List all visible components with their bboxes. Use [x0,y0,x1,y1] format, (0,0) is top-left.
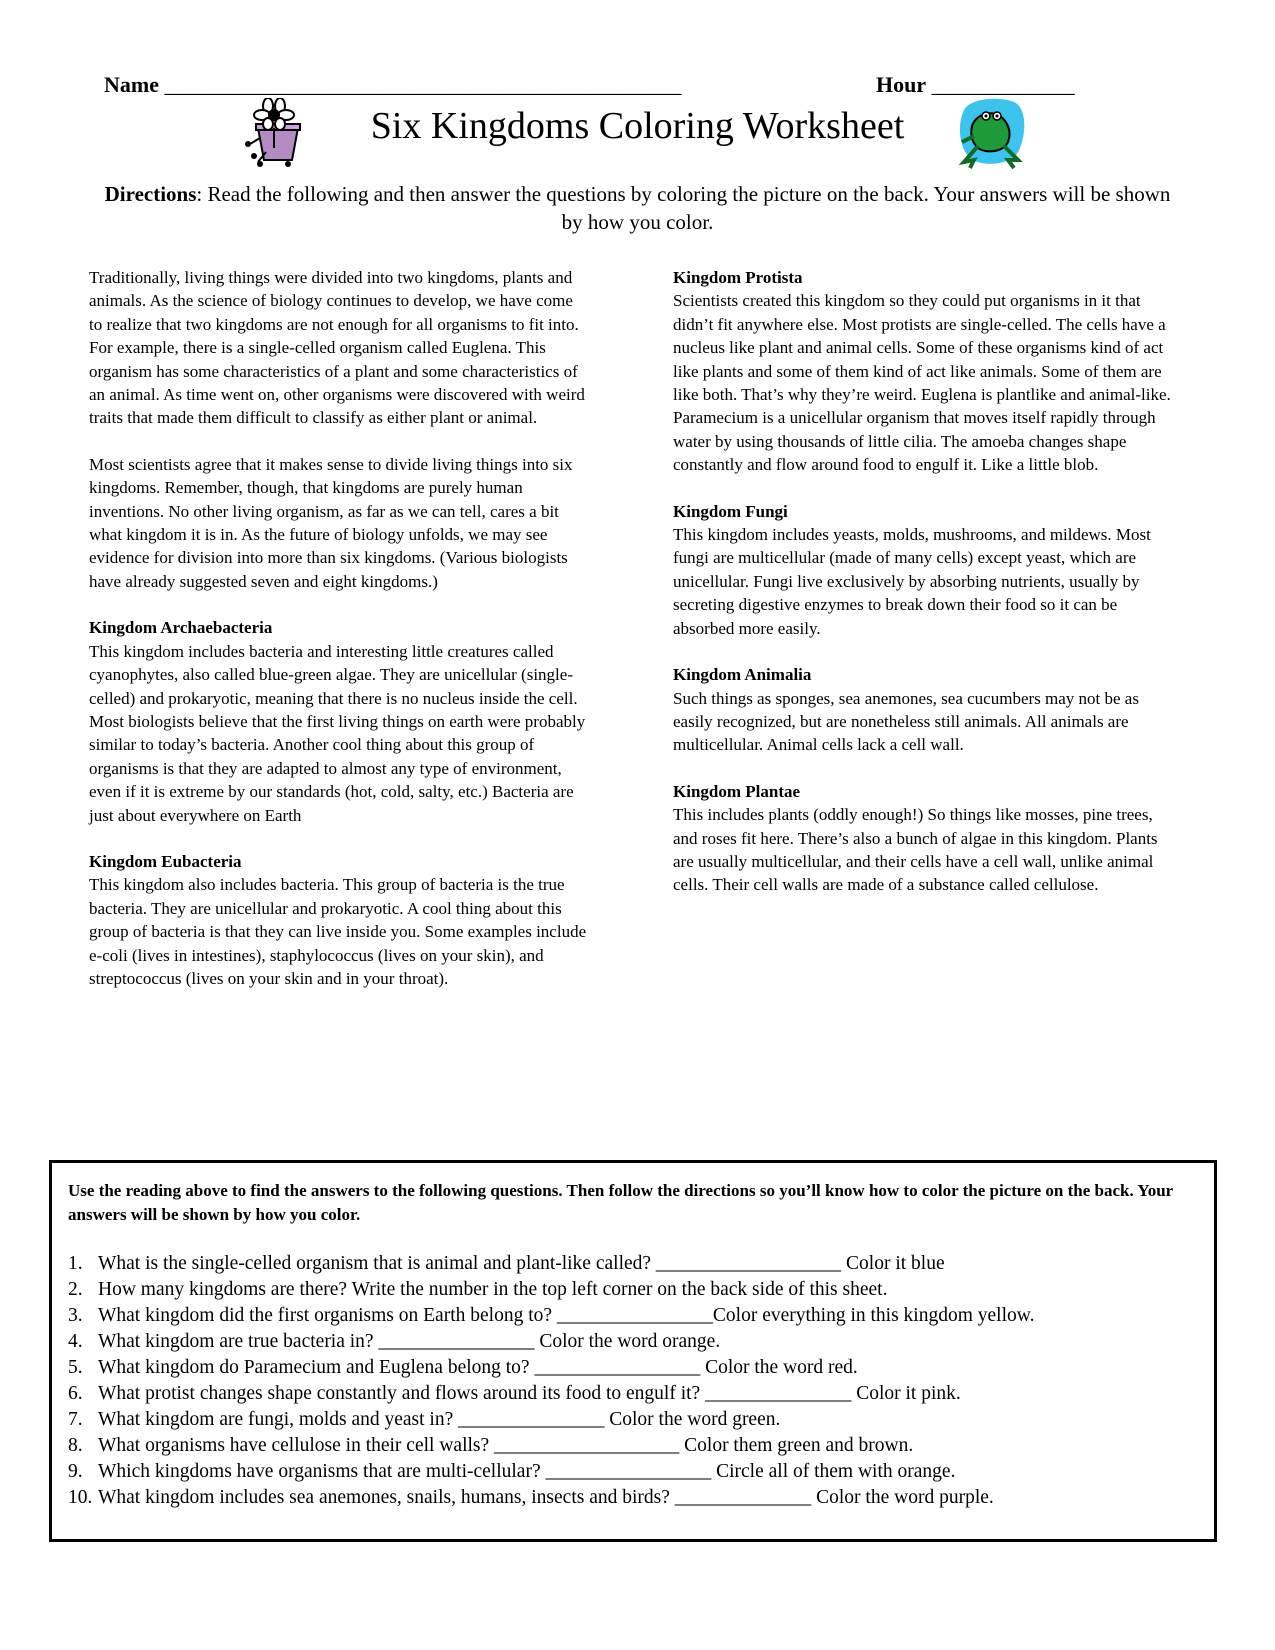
archaebacteria-text: This kingdom includes bacteria and interesting little creatures called cyanophytes, also called blue-green algae. They are unicellular (single-celled) and prokaryotic, meaning that there is no nucleus inside the cell. Most biologists believe that the first living things on earth were probably similar to today’s bacteria. Another cool thing about this group of organisms is that they are adapted to almost any type of environment, even if it is extreme by our standards (hot, cold, salty, etc.) Bacteria are just about everywhere on Earth [89,641,586,825]
question-number: 6. [68,1383,83,1404]
name-field-line[interactable] [104,72,681,98]
question-text: What is the single-celled organism that is animal and plant-like called? ___________________ Color it blue [98,1253,945,1274]
name-blank[interactable]: _______________________________________________ [164,72,682,97]
questions-intro: Use the reading above to find the answers to the following questions. Then follow the directions so you’ll know how to color the picture on the back. Your answers will be shown by how you color. [68,1181,1173,1224]
question-number: 2. [68,1279,83,1300]
plantae-text: This includes plants (oddly enough!) So things like mosses, pine trees, and roses fit here. There’s also a bunch of algae in this kingdom. Plants are usually multicellular, and their cells have a cell wall, unlike animal cells. Their cell walls are made of a substance called cellulose. [673,805,1158,895]
reading-column-left [89,266,589,1013]
question-item[interactable] [68,1277,1208,1303]
question-number: 5. [68,1357,83,1378]
question-text: What protist changes shape constantly and flows around its food to engulf it? _______________ Color it pink. [98,1383,961,1404]
archaebacteria-heading: Kingdom Archaebacteria [89,618,273,638]
hour-field-line[interactable] [876,72,1075,98]
animalia-text: Such things as sponges, sea anemones, sea cucumbers may not be as easily recognized, but are nonetheless still animals. All animals are multicellular. Animal cells lack a cell wall. [673,688,1139,755]
fungi-heading: Kingdom Fungi [673,501,788,521]
question-text: What kingdom did the first organisms on Earth belong to? ________________Color everything in this kingdom yellow. [98,1305,1035,1326]
questions-list [68,1251,1208,1511]
directions-label: Directions [104,182,197,206]
question-text: What kingdom are true bacteria in? ________________ Color the word orange. [98,1331,721,1352]
question-item[interactable] [68,1355,1208,1381]
eubacteria-text: This kingdom also includes bacteria. This group of bacteria is the true bacteria. They are unicellular and prokaryotic. A cool thing about this group of bacteria is that they can live inside you. Some examples include e-coli (lives in intestines), staphylococcus (lives on your skin), and streptococcus (lives on your skin and in your throat). [89,875,587,988]
plantae-heading: Kingdom Plantae [673,781,801,801]
question-number: 1. [68,1253,83,1274]
animalia-heading: Kingdom Animalia [673,665,812,685]
question-text: Which kingdoms have organisms that are multi-cellular? _________________ Circle all of them with orange. [98,1461,956,1482]
question-item[interactable] [68,1459,1208,1485]
question-item[interactable] [68,1433,1208,1459]
frog-clipart-icon [956,96,1028,175]
question-number: 10. [68,1487,93,1508]
directions-text: : Read the following and then answer the questions by coloring the picture on the back. Your answers will be shown by how you color. [196,182,1171,234]
directions [100,180,1175,236]
question-item[interactable] [68,1485,1208,1511]
question-text: What kingdom are fungi, molds and yeast in? _______________ Color the word green. [98,1409,781,1430]
question-number: 3. [68,1305,83,1326]
worksheet-title: Six Kingdoms Coloring Worksheet [370,105,905,147]
question-item[interactable] [68,1407,1208,1433]
question-number: 9. [68,1461,83,1482]
question-item[interactable] [68,1381,1208,1407]
question-number: 4. [68,1331,83,1352]
intro-paragraph-2: Most scientists agree that it makes sense to divide living things into six kingdoms. Remember, though, that kingdoms are purely human inventions. No other living organism, as far as we can tell, cares a bit what kingdom it is in. As the future of biology unfolds, we may see evidence for division into more than six kingdoms. (Various biologists have already suggested seven and eight kingdoms.) [89,454,573,591]
protista-heading: Kingdom Protista [673,268,803,287]
questions-box [49,1160,1217,1542]
fungi-text: This kingdom includes yeasts, molds, mushrooms, and mildews. Most fungi are multicellular (made of many cells) except yeast, which are unicellular. Fungi live exclusively by absorbing nutrients, usually by secreting digestive enzymes to break down their food so it can be absorbed more easily. [673,525,1151,638]
question-number: 8. [68,1435,83,1456]
question-item[interactable] [68,1303,1208,1329]
hour-label: Hour [876,72,927,97]
question-number: 7. [68,1409,83,1430]
question-text: How many kingdoms are there? Write the number in the top left corner on the back side of this sheet. [98,1279,888,1300]
eubacteria-heading: Kingdom Eubacteria [89,851,242,871]
reading-column-right [673,266,1173,920]
question-item[interactable] [68,1251,1208,1277]
intro-paragraph-1: Traditionally, living things were divided into two kingdoms, plants and animals. As the science of biology continues to develop, we have come to realize that two kingdoms are not enough for all organisms to fit into. For example, there is a single-celled organism called Euglena. This organism has some characteristics of a plant and some characteristics of an animal. As time went on, other organisms were discovered with weird traits that made them difficult to classify as either plant or animal. [89,268,585,428]
question-item[interactable] [68,1329,1208,1355]
protista-text: Scientists created this kingdom so they could put organisms in it that didn’t fit anywhere else. Most protists are single-celled. The cells have a nucleus like plant and animal cells. Some of these organisms kind of act like plants and some of them kind of act like animals. Some of them are like both. That’s why they’re weird. Euglena is plantlike and animal-like. Paramecium is a unicellular organism that moves itself rapidly through water by using thousands of little cilia. The amoeba changes shape constantly and flow around food to engulf it. Like a little blob. [673,291,1171,475]
question-text: What kingdom do Paramecium and Euglena belong to? _________________ Color the word red. [98,1357,858,1378]
hour-blank[interactable]: _____________ [931,72,1075,97]
question-text: What organisms have cellulose in their cell walls? ___________________ Color them green and brown. [98,1435,914,1456]
name-label: Name [104,72,159,97]
question-text: What kingdom includes sea anemones, snails, humans, insects and birds? ______________ Color the word purple. [98,1487,994,1508]
